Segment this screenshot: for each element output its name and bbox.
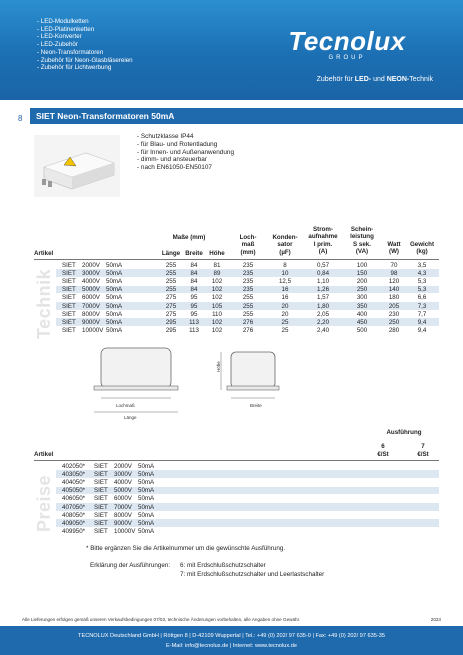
- cell-b: 113: [189, 318, 199, 326]
- cell-h: 102: [211, 294, 223, 302]
- cell-schein: 450: [356, 318, 368, 326]
- cell-nr: 409050*: [62, 519, 86, 527]
- cell-loch: 235: [242, 269, 254, 277]
- table-row: [56, 310, 439, 318]
- cell-l: 295: [165, 318, 177, 326]
- cell-l: 255: [165, 286, 177, 294]
- cell-loch: 276: [242, 327, 254, 335]
- cell-schein: 500: [356, 327, 368, 335]
- cell-watt: 250: [388, 318, 400, 326]
- side-label-preise: Preise: [34, 474, 54, 532]
- feature-item: - nach EN61050-EN50107: [137, 164, 212, 172]
- nav-item: - LED-Zubehör: [37, 41, 78, 49]
- cell-watt: 205: [388, 302, 400, 310]
- cell-kond: 8: [283, 261, 287, 269]
- cell-strom: 1,80: [316, 302, 330, 310]
- cell-b: 95: [190, 302, 198, 310]
- logo-group: GROUP: [328, 55, 366, 61]
- cell-kond: 25: [281, 327, 289, 335]
- cell-ma: 50mA: [106, 269, 123, 277]
- cell-name: SIET: [94, 462, 108, 470]
- footer-address: TECNOLUX Deutschland GmbH | Röttgen 8 | D-42109 Wuppertal | Tel.: +49 (0) 202/ 97 635-0 | Fax: +49 (0) 202/ 97 635-35: [78, 633, 385, 639]
- nav-item: - LED-Konverter: [37, 33, 82, 41]
- cell-strom: 2,05: [316, 310, 330, 318]
- cell-strom: 1,57: [316, 294, 330, 302]
- cell-name: SIET: [94, 511, 108, 519]
- cell-ma: 50mA: [138, 487, 155, 495]
- cell-gew: 9,4: [417, 318, 427, 326]
- cell-name: SIET: [62, 277, 76, 285]
- cell-watt: 70: [390, 261, 398, 269]
- cell-volt: 9000V: [114, 519, 132, 527]
- cell-volt: 5000V: [82, 286, 100, 294]
- cell-volt: 6000V: [82, 294, 100, 302]
- cell-b: 84: [190, 261, 198, 269]
- cell-watt: 180: [388, 294, 400, 302]
- cell-kond: 16: [281, 286, 289, 294]
- feature-item: - für Innen- und Außenanwendung: [137, 148, 234, 156]
- cell-kond: 10: [281, 269, 289, 277]
- nav-item: - Neon-Transformatoren: [37, 48, 104, 56]
- table-row: [56, 269, 439, 277]
- cell-volt: 6000V: [114, 495, 132, 503]
- header-col7-unit: €/St: [417, 451, 429, 458]
- cell-volt: 4000V: [114, 478, 132, 486]
- cell-name: SIET: [62, 269, 76, 277]
- footer-year: 2023: [430, 617, 441, 622]
- cell-gew: 6,6: [417, 294, 427, 302]
- cell-gew: 4,3: [417, 269, 427, 277]
- header-breite: Breite: [185, 250, 203, 257]
- cell-nr: 409950*: [62, 528, 86, 536]
- cell-volt: 7000V: [114, 503, 132, 511]
- cell-loch: 276: [242, 318, 254, 326]
- drawing-label-lochmass: Lochmaß: [116, 403, 135, 408]
- cell-name: SIET: [62, 327, 76, 335]
- dimension-drawing: [86, 340, 306, 420]
- product-category-list: [37, 18, 133, 72]
- cell-nr: 406050*: [62, 495, 86, 503]
- cell-gew: 7,7: [417, 310, 427, 318]
- cell-b: 113: [189, 327, 199, 335]
- cell-loch: 235: [242, 277, 254, 285]
- cell-h: 102: [211, 277, 223, 285]
- nav-item: - Zubehör für Neon-Glasbläsereien: [37, 56, 133, 64]
- cell-ma: 50mA: [106, 294, 123, 302]
- cell-schein: 400: [356, 310, 368, 318]
- table-row: [56, 327, 439, 335]
- price-row: [56, 487, 439, 495]
- cell-kond: 16: [281, 294, 289, 302]
- cell-ma: 50mA: [106, 310, 123, 318]
- cell-ma: 50mA: [138, 528, 155, 536]
- table-row: [56, 302, 439, 310]
- price-row: [56, 503, 439, 511]
- cell-ma: 50mA: [106, 261, 123, 269]
- cell-schein: 100: [356, 261, 368, 269]
- cell-gew: 9,4: [417, 327, 427, 335]
- table-row: [56, 277, 439, 285]
- cell-ma: 50mA: [138, 462, 155, 470]
- slogan-neon: NEON-: [386, 76, 410, 83]
- cell-nr: 403050*: [62, 470, 86, 478]
- cell-name: SIET: [62, 310, 76, 318]
- cell-nr: 404050*: [62, 478, 86, 486]
- price-row: [56, 478, 439, 486]
- cell-volt: 7000V: [82, 302, 100, 310]
- feature-item: - dimm- und ansteuerbar: [137, 156, 207, 164]
- header-ausfuehrung: Ausführung: [386, 429, 422, 436]
- cell-kond: 20: [281, 302, 289, 310]
- cell-l: 275: [165, 310, 177, 318]
- price-row: [56, 511, 439, 519]
- cell-name: SIET: [62, 294, 76, 302]
- cell-name: SIET: [62, 286, 76, 294]
- page-number: 8: [18, 114, 23, 123]
- cell-gew: 7,3: [417, 302, 427, 310]
- tech-header-rule: [34, 259, 439, 260]
- cell-kond: 25: [281, 318, 289, 326]
- cell-volt: 9000V: [82, 318, 100, 326]
- cell-loch: 235: [242, 261, 254, 269]
- cell-nr: 408050*: [62, 511, 86, 519]
- cell-l: 255: [165, 261, 177, 269]
- feature-item: - für Blau- und Rotentladung: [137, 140, 218, 148]
- cell-schein: 350: [356, 302, 368, 310]
- cell-gew: 5,3: [417, 277, 427, 285]
- slogan-led: LED-: [354, 76, 372, 83]
- hint-text: * Bitte ergänzen Sie die Artikelnummer um die gewünschte Ausführung.: [86, 545, 286, 552]
- cell-volt: 3000V: [82, 269, 100, 277]
- cell-h: 110: [212, 310, 222, 318]
- cell-name: SIET: [62, 261, 76, 269]
- explanation-6: 6: mit Erdschlußschutzschalter: [180, 562, 266, 569]
- logo-word: Tecnolux: [288, 26, 406, 56]
- cell-nr: 402050*: [62, 462, 86, 470]
- slogan-pre: Zubehör für: [316, 76, 355, 83]
- explanation-label: Erklärung der Ausführungen:: [90, 562, 171, 569]
- header-masse: Maße (mm): [172, 234, 206, 241]
- cell-gew: 5,3: [417, 286, 427, 294]
- cell-nr: 405050*: [62, 487, 86, 495]
- price-row: [56, 528, 439, 536]
- nav-item: - Zubehör für Lichtwerbung: [37, 64, 112, 72]
- header-hoehe: Höhe: [209, 250, 225, 257]
- header-artikel: Artikel: [34, 250, 54, 257]
- cell-b: 95: [190, 310, 198, 318]
- cell-loch: 255: [242, 302, 254, 310]
- cell-ma: 50mA: [106, 286, 123, 294]
- table-row: [56, 261, 439, 269]
- slogan-mid: und: [371, 76, 387, 83]
- cell-ma: 50mA: [138, 503, 155, 511]
- cell-loch: 255: [242, 310, 254, 318]
- cell-name: SIET: [94, 503, 108, 511]
- cell-ma: 50mA: [138, 495, 155, 503]
- drawing-label-hoehe: Höhe: [216, 361, 221, 372]
- cell-loch: 255: [242, 294, 254, 302]
- cell-gew: 3,5: [417, 261, 427, 269]
- cell-strom: 1,10: [316, 277, 330, 285]
- cell-volt: 2000V: [114, 462, 132, 470]
- cell-ma: 50mA: [138, 519, 155, 527]
- cell-ma: 50mA: [106, 327, 123, 335]
- cell-volt: 5000V: [114, 487, 132, 495]
- cell-b: 84: [190, 269, 198, 277]
- cell-kond: 20: [281, 310, 289, 318]
- cell-watt: 120: [388, 277, 400, 285]
- price-header-rule: [34, 460, 439, 461]
- cell-schein: 300: [356, 294, 368, 302]
- header-lochmass: Loch- maß (mm): [239, 234, 257, 256]
- slogan: [317, 76, 433, 83]
- cell-strom: 2,40: [316, 327, 330, 335]
- cell-h: 102: [211, 318, 223, 326]
- explanation-7: 7: mit Erdschlußschutzschalter und Leerlastschalter: [180, 571, 325, 578]
- cell-ma: 50mA: [106, 277, 123, 285]
- side-label-technik: Technik: [34, 268, 54, 339]
- cell-b: 84: [190, 286, 198, 294]
- legal-note: Alle Lieferungen erfolgen gemäß unseren Verkaufsbedingungen 07/03, technische Änderungen vorbehalten, alle Angaben ohne Gewähr.: [22, 617, 301, 622]
- header-schein: Schein- leistung S sek. (VA): [350, 226, 374, 256]
- header-laenge: Länge: [161, 250, 181, 257]
- header-watt: Watt (W): [387, 241, 401, 256]
- cell-volt: 10000V: [82, 327, 104, 335]
- price-row: [56, 462, 439, 470]
- tecnolux-logo: [282, 26, 412, 61]
- cell-l: 275: [165, 294, 177, 302]
- cell-l: 295: [165, 327, 177, 335]
- feature-item: - Schutzklasse IP44: [137, 133, 194, 140]
- cell-strom: 0,84: [316, 269, 330, 277]
- cell-b: 84: [190, 277, 198, 285]
- cell-volt: 3000V: [114, 470, 132, 478]
- cell-volt: 8000V: [82, 310, 100, 318]
- footer-bar: [0, 626, 463, 655]
- slogan-post: Technik: [409, 76, 433, 83]
- transformer-photo: [34, 135, 120, 197]
- drawing-label-laenge: Länge: [124, 415, 137, 420]
- header-col7: 7: [421, 443, 425, 450]
- header-col6: 6: [381, 443, 385, 450]
- title-bar: [30, 108, 463, 124]
- header-col6-unit: €/St: [377, 451, 389, 458]
- cell-volt: 4000V: [82, 277, 100, 285]
- table-row: [56, 318, 439, 326]
- cell-schein: 150: [356, 269, 368, 277]
- header-strom: Strom- aufnahme I prim. (A): [308, 226, 338, 256]
- footer-contact[interactable]: E-Mail: info@tecnolux.de | Internet: www.tecnolux.de: [166, 643, 297, 649]
- cell-loch: 235: [242, 286, 254, 294]
- cell-h: 102: [211, 327, 223, 335]
- cell-name: SIET: [94, 478, 108, 486]
- cell-ma: 50mA: [138, 478, 155, 486]
- cell-name: SIET: [62, 302, 76, 310]
- cell-ma: 50mA: [106, 318, 123, 326]
- cell-name: SIET: [62, 318, 76, 326]
- cell-kond: 12,5: [278, 277, 292, 285]
- cell-name: SIET: [94, 470, 108, 478]
- cell-h: 102: [211, 286, 223, 294]
- cell-b: 95: [190, 294, 198, 302]
- cell-h: 105: [211, 302, 223, 310]
- cell-strom: 1,26: [316, 286, 330, 294]
- cell-schein: 200: [356, 277, 368, 285]
- cell-name: SIET: [94, 495, 108, 503]
- cell-strom: 0,57: [316, 261, 330, 269]
- header-kondensator: Konden- sator (µF): [272, 234, 298, 256]
- cell-watt: 280: [388, 327, 400, 335]
- nav-item: - LED-Modulketten: [37, 18, 89, 25]
- cell-ma: 50mA: [138, 511, 155, 519]
- cell-watt: 140: [388, 286, 400, 294]
- cell-volt: 8000V: [114, 511, 132, 519]
- cell-schein: 250: [356, 286, 368, 294]
- cell-l: 275: [165, 302, 177, 310]
- cell-watt: 230: [388, 310, 400, 318]
- cell-h: 89: [213, 269, 221, 277]
- table-row: [56, 286, 439, 294]
- cell-l: 255: [165, 277, 177, 285]
- cell-watt: 98: [390, 269, 398, 277]
- price-row: [56, 470, 439, 478]
- price-header-artikel: Artikel: [34, 451, 54, 458]
- cell-ma: 50mA: [138, 470, 155, 478]
- cell-h: 81: [213, 261, 221, 269]
- cell-nr: 407050*: [62, 503, 86, 511]
- price-row: [56, 495, 439, 503]
- cell-name: SIET: [94, 487, 108, 495]
- page-title: SIET Neon-Transformatoren 50mA: [36, 111, 175, 121]
- drawing-label-breite: Breite: [250, 403, 262, 408]
- cell-name: SIET: [94, 528, 108, 536]
- cell-name: SIET: [94, 519, 108, 527]
- cell-volt: 10000V: [114, 528, 136, 536]
- header-gewicht: Gewicht (kg): [409, 241, 435, 256]
- price-row: [56, 519, 439, 527]
- cell-l: 255: [165, 269, 177, 277]
- nav-item: - LED-Platinenketten: [37, 25, 95, 33]
- cell-volt: 2000V: [82, 261, 100, 269]
- cell-strom: 2,20: [316, 318, 330, 326]
- header-banner: [0, 0, 463, 100]
- cell-ma: 50mA: [106, 302, 123, 310]
- table-row: [56, 294, 439, 302]
- feature-list: [137, 133, 234, 172]
